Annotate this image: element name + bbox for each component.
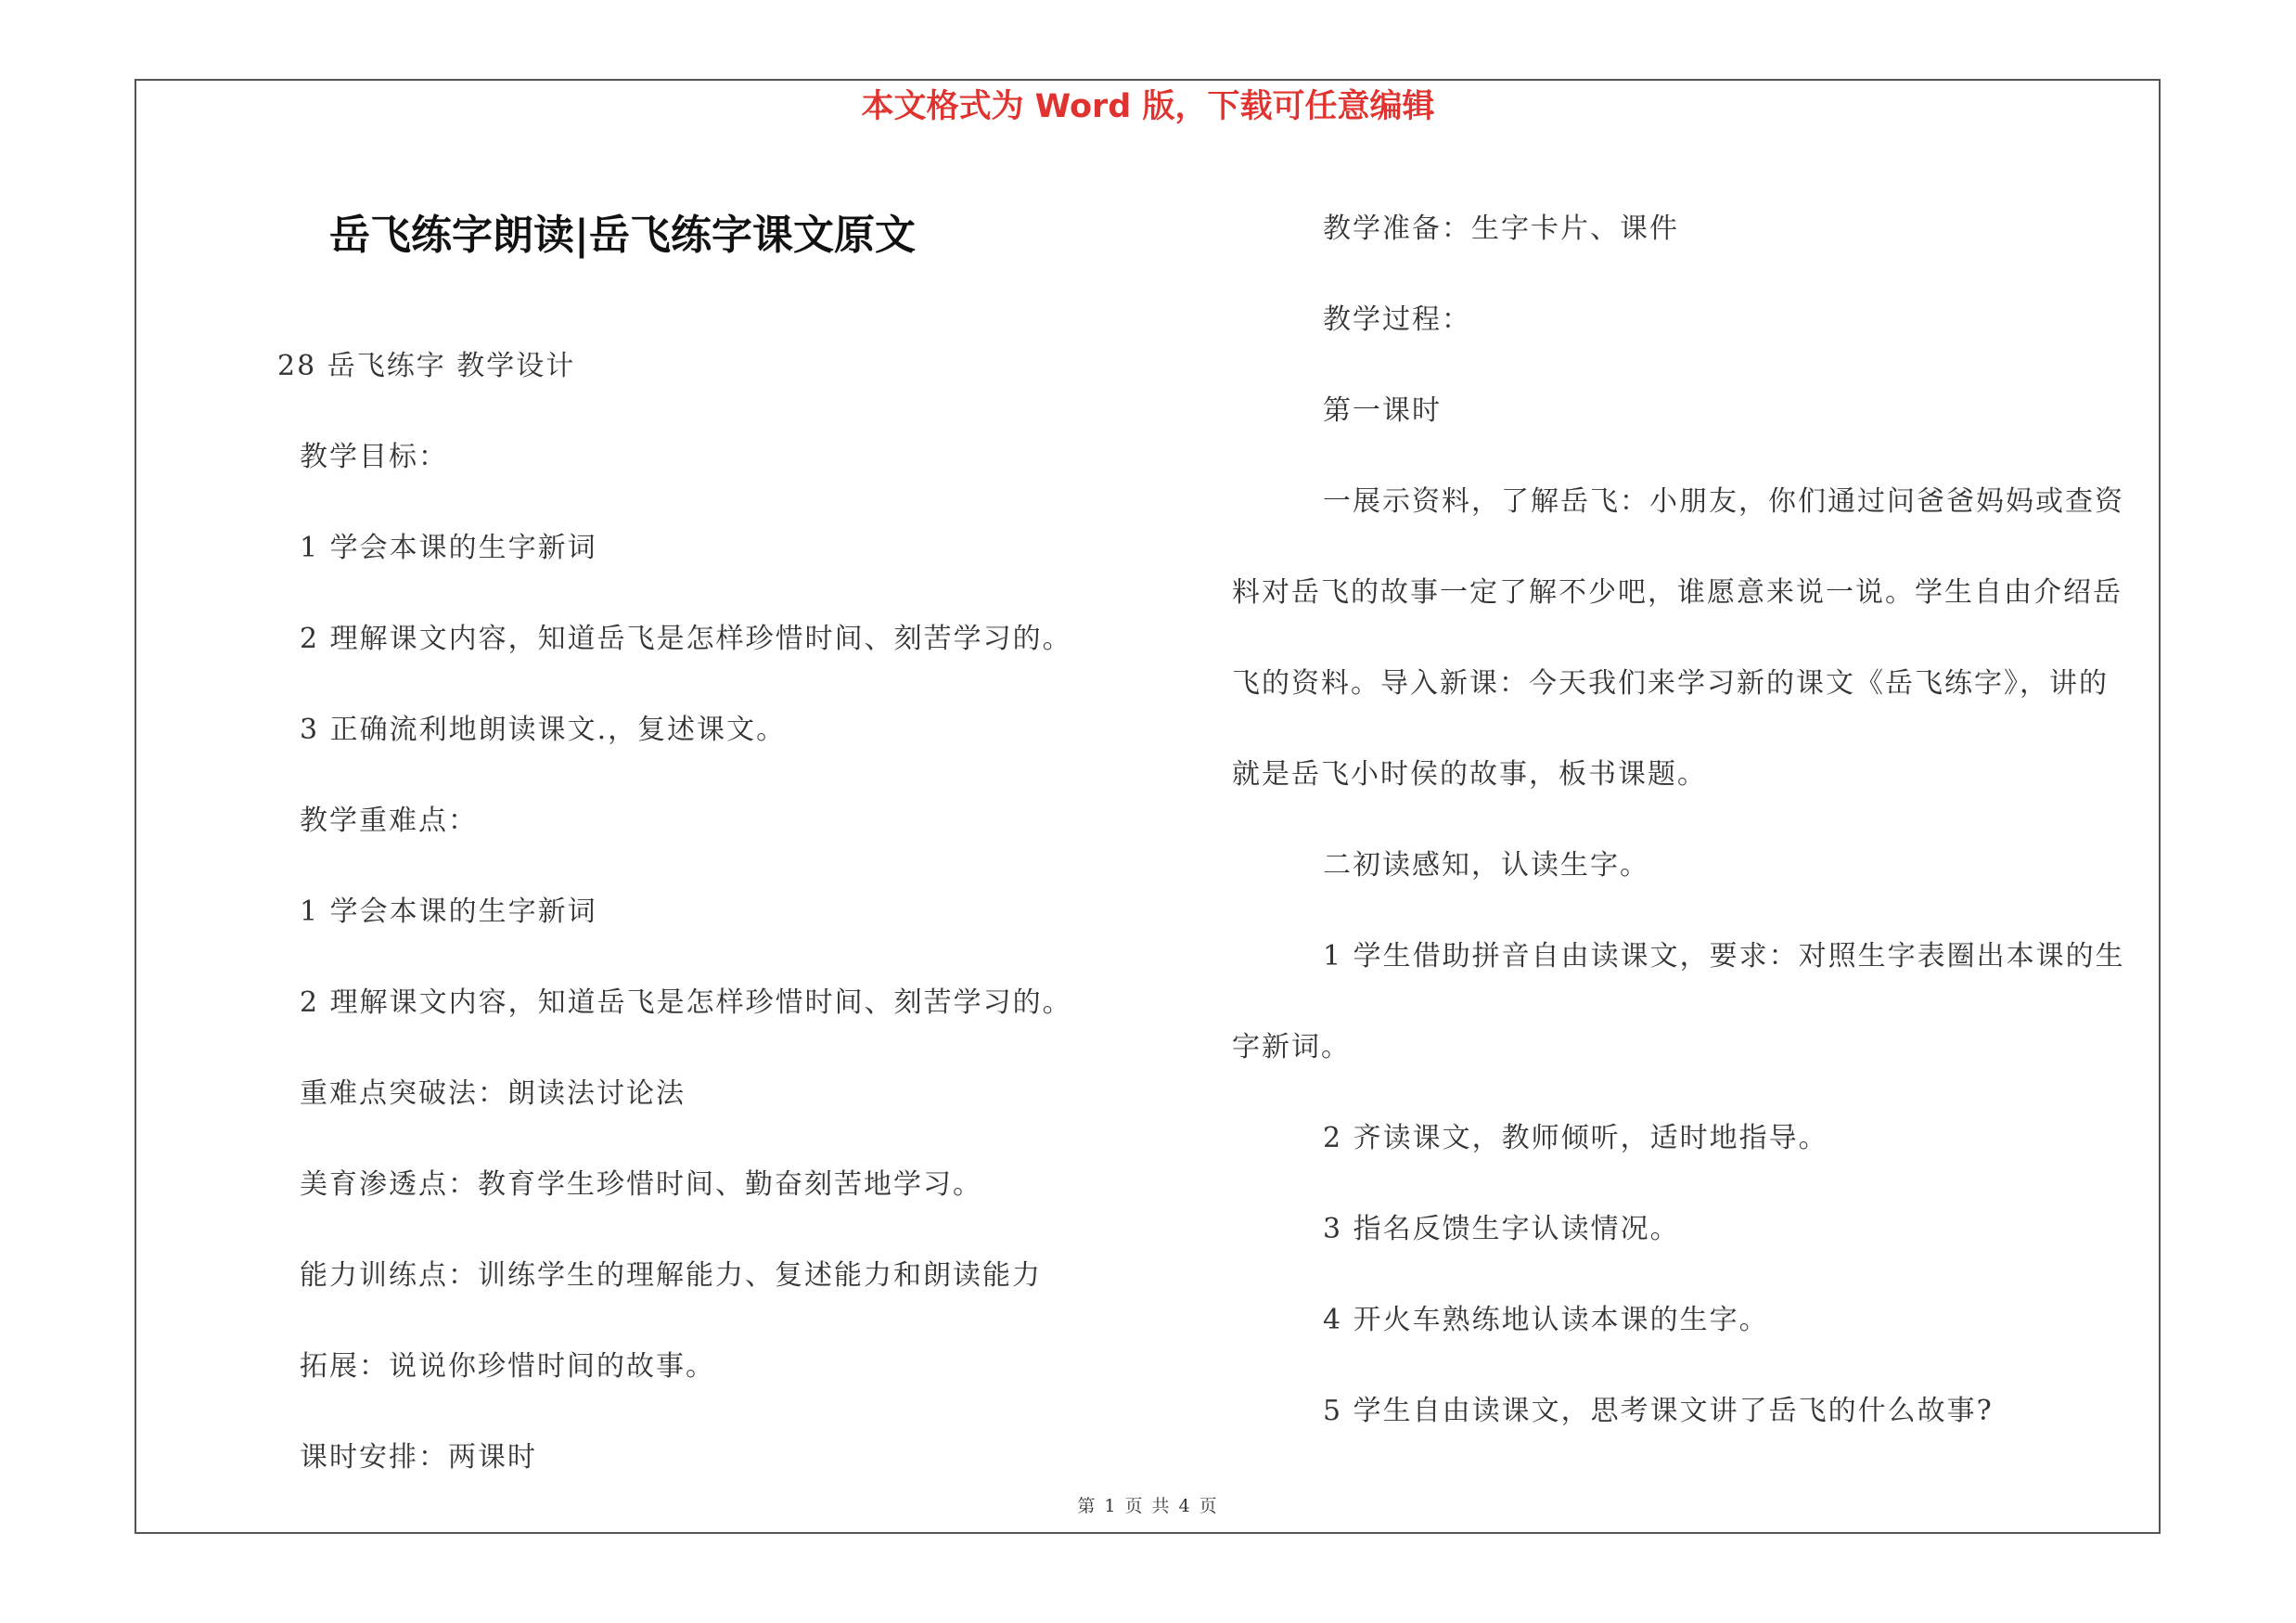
paragraph: 2 齐读课文，教师倾听，适时地指导。 <box>1323 1122 1828 1154</box>
paragraph: 字新词。 <box>1232 1031 1351 1063</box>
page-number-footer: 第 1 页 共 4 页 <box>1077 1496 1219 1516</box>
paragraph: 重难点突破法：朗读法讨论法 <box>300 1077 686 1110</box>
paragraph: 料对岳飞的故事一定了解不少吧，谁愿意来说一说。学生自由介绍岳 <box>1232 576 2123 609</box>
paragraph: 1 学会本课的生字新词 <box>300 895 597 928</box>
paragraph: 第一课时 <box>1323 394 1442 427</box>
paragraph: 美育渗透点：教育学生珍惜时间、勤奋刻苦地学习。 <box>300 1168 982 1201</box>
paragraph: 能力训练点：训练学生的理解能力、复述能力和朗读能力 <box>300 1259 1042 1292</box>
paragraph: 4 开火车熟练地认读本课的生字。 <box>1323 1304 1769 1336</box>
word-format-banner: 本文格式为 Word 版，下载可任意编辑 <box>861 88 1435 125</box>
left-column <box>277 321 1144 1503</box>
paragraph: 3 指名反馈生字认读情况。 <box>1323 1213 1680 1245</box>
paragraph: 课时安排：两课时 <box>300 1441 537 1474</box>
paragraph: 3 正确流利地朗读课文.，复述课文。 <box>300 714 787 746</box>
paragraph: 二初读感知，认读生字。 <box>1323 849 1649 882</box>
right-column <box>1232 184 2152 1457</box>
paragraph: 教学目标： <box>300 441 448 473</box>
paragraph: 教学准备：生字卡片、课件 <box>1323 213 1679 245</box>
paragraph: 1 学会本课的生字新词 <box>300 532 597 564</box>
document-title: 岳飞练字朗读|岳飞练字课文原文 <box>329 212 917 259</box>
paragraph: 5 学生自由读课文，思考课文讲了岳飞的什么故事? <box>1323 1395 1994 1427</box>
paragraph: 2 理解课文内容，知道岳飞是怎样珍惜时间、刻苦学习的。 <box>300 986 1072 1019</box>
paragraph: 飞的资料。导入新课：今天我们来学习新的课文《岳飞练字》，讲的 <box>1232 667 2109 700</box>
paragraph: 2 理解课文内容，知道岳飞是怎样珍惜时间、刻苦学习的。 <box>300 623 1072 655</box>
lesson-heading: 28 岳飞练字 教学设计 <box>277 350 576 382</box>
paragraph: 教学过程： <box>1323 303 1471 336</box>
paragraph: 教学重难点： <box>300 805 478 837</box>
paragraph: 就是岳飞小时侯的故事，板书课题。 <box>1232 758 1707 791</box>
paragraph: 拓展：说说你珍惜时间的故事。 <box>300 1350 715 1383</box>
paragraph: 1 学生借助拼音自由读课文，要求：对照生字表圈出本课的生 <box>1323 940 2125 973</box>
paragraph: 一展示资料，了解岳飞：小朋友，你们通过问爸爸妈妈或查资 <box>1323 485 2124 518</box>
